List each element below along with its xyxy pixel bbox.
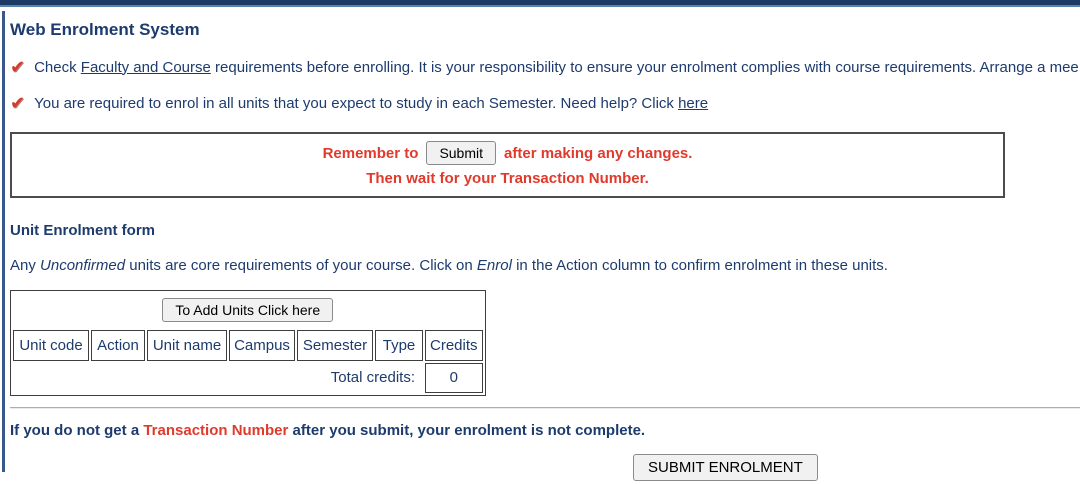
column-header-semester: Semester [297, 330, 373, 361]
warning-pre: If you do not get a [10, 422, 144, 439]
notice-enrol-all-units [10, 94, 1080, 112]
add-units-row [13, 293, 483, 328]
total-credits-label: Total credits: [330, 369, 415, 386]
column-header-unit-name: Unit name [147, 330, 227, 361]
notice1-post: requirements before enrolling. It is your responsibility to ensure your enrolment complies with course requirements. Arrange a mee [210, 58, 1079, 76]
reminder-line2: Then wait for your Transaction Number. [366, 170, 649, 187]
total-credits-row [13, 363, 483, 393]
add-units-button[interactable]: To Add Units Click here [162, 298, 333, 322]
table-header-row [13, 330, 483, 361]
top-navy-bar [0, 0, 1080, 7]
transaction-warning [10, 422, 1080, 439]
description-pre: Any [10, 257, 41, 274]
column-header-action: Action [91, 330, 145, 361]
unit-enrolment-form-heading: Unit Enrolment form [10, 222, 155, 239]
notice-faculty-course [10, 58, 1080, 76]
warning-post: after you submit, your enrolment is not complete. [288, 422, 646, 439]
red-check-icon: ✔ [10, 58, 26, 76]
add-units-cell [13, 293, 483, 328]
reminder-line1 [12, 141, 1003, 165]
notice-text [34, 95, 708, 112]
description-mid: units are core requirements of your course. Click on [125, 257, 477, 274]
submit-enrolment-button[interactable]: SUBMIT ENROLMENT [633, 454, 818, 481]
red-check-icon: ✔ [10, 94, 26, 112]
units-table [10, 290, 486, 396]
notice2-pre: You are required to enrol in all units that you expect to study in each Semester. Need help? Click [34, 94, 679, 112]
horizontal-divider [10, 407, 1080, 409]
faculty-and-course-link[interactable]: Faculty and Course [80, 58, 211, 76]
total-credits-value: 0 [425, 363, 483, 393]
notice-text [34, 59, 1079, 76]
reminder-box [10, 132, 1005, 198]
page-content [10, 20, 1080, 481]
form-description [10, 257, 1080, 274]
left-vertical-rule [2, 11, 5, 472]
submit-row [10, 454, 1080, 481]
transaction-number-highlight: Transaction Number [143, 422, 289, 439]
unconfirmed-italic: Unconfirmed [40, 257, 126, 274]
enrol-italic: Enrol [476, 257, 512, 274]
submit-button[interactable]: Submit [426, 141, 496, 165]
reminder-pre-text: Remember to [322, 144, 419, 162]
description-post: in the Action column to confirm enrolment in these units. [511, 257, 888, 274]
column-header-unit-code: Unit code [13, 330, 89, 361]
reminder-post-text: after making any changes. [504, 144, 693, 162]
column-header-type: Type [375, 330, 423, 361]
notice1-pre: Check [34, 58, 81, 76]
column-header-credits: Credits [425, 330, 483, 361]
page-title: Web Enrolment System [10, 20, 200, 39]
column-header-campus: Campus [229, 330, 295, 361]
help-here-link[interactable]: here [678, 94, 709, 112]
